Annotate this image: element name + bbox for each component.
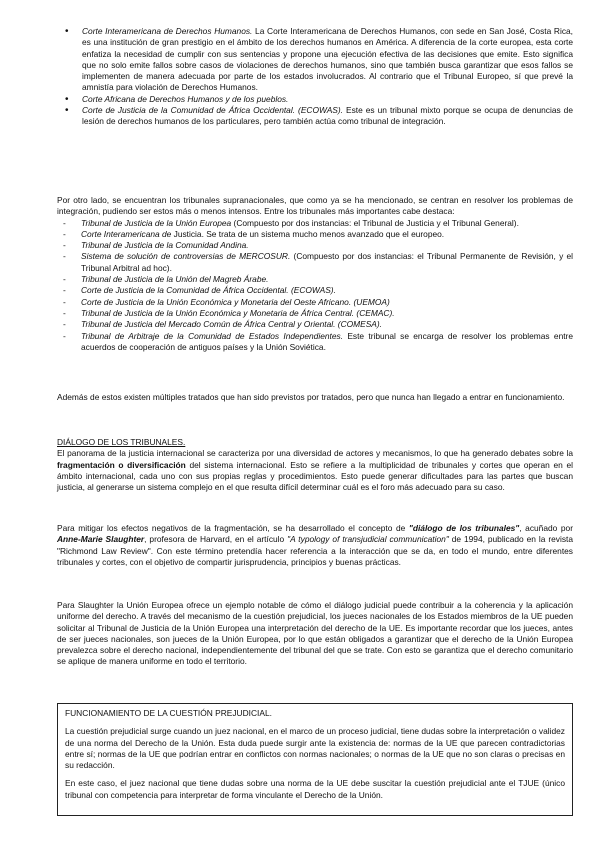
- dialogo-section: [57, 437, 573, 493]
- box-title: FUNCIONAMIENTO DE LA CUESTIÓN PREJUDICIAL.: [65, 708, 272, 718]
- tribunal-name: Tribunal de Justicia de la Unión Europea: [81, 217, 232, 228]
- prejudicial-box: [57, 703, 573, 816]
- text-run: El panorama de la justicia internacional se caracteriza por una diversidad de actores y mecanismos, lo que ha generado debates sobre la: [57, 448, 573, 459]
- court-name: Corte de Justicia de la Comunidad de África Occidental. (ECOWAS).: [82, 105, 344, 116]
- tribunal-name: Sistema de solución de controversias de MERCOSUR.: [81, 251, 291, 262]
- dialogo-concept-block: [57, 523, 573, 568]
- text-run: Para mitigar los efectos negativos de la fragmentación, se ha desarrollado el concepto de: [57, 523, 409, 533]
- tribunal-description: (Compuesto por dos instancias: el Tribunal Permanente de Revisión, y el Tribunal Arbitral ad hoc).: [81, 251, 574, 273]
- list-item: [57, 218, 573, 229]
- paragraph-slaughter: Para Slaughter la Unión Europea ofrece un ejemplo notable de cómo el diálogo judicial puede contribuir a la coherencia y la aplicación uniforme del derecho. A través del mecanismo de la cuestión prejudicial, los jueces nacionales de los Estados miembros de la UE pueden solicitar al Tribunal de Justicia de la Unión Europea una interpretación del derecho de la UE. Es importante recordar que los jueces, antes de ser jueces nacionales, son jueces de la Unión Europea, por lo que están obligados a garantizar que el derecho de la Unión Europea prevalezca sobre el derecho nacional, independientemente del tribunal del que se trate. Con esto se garantiza que el derecho comunitario se aplique de manera uniforme en todo el territorio.: [57, 600, 573, 667]
- list-item: [57, 319, 573, 330]
- section-heading: DIÁLOGO DE LOS TRIBUNALES.: [57, 437, 186, 447]
- court-name: Corte Africana de Derechos Humanos y de los pueblos.: [82, 93, 289, 104]
- tribunal-description: Este tribunal se encarga de resolver los problemas entre acuerdos de cooperación de antiguos países y la Unión Soviética.: [81, 330, 574, 352]
- tribunal-name: Tribunal de Justicia de la Unión Económica y Monetaria de África Central. (CEMAC).: [81, 307, 395, 318]
- box-paragraph: La cuestión prejudicial surge cuando un juez nacional, en el marco de un proceso judicial, tiene dudas sobre la interpretación o validez de una norma del Derecho de la Unión. Esta duda puede surgir ante la existencia de: normas de la UE que parecen contradictorias entre sí; normas de la UE que podrían entrar en conflictos con normas nacionales; o normas de la UE que no son claras o precisas en su redacción.: [65, 726, 565, 771]
- tribunal-name: Tribunal de Justicia de la Unión del Magreb Árabe.: [81, 274, 269, 285]
- text-run: de 1994, publicado en la revista "Richmond Law Review". Con este término pretendía hacer referencia a la interacción que se da, en todo el mundo, entre diferentes tribunales y cortes, con el objetivo de compartir jurisprudencia, principios y buenas prácticas.: [57, 534, 574, 567]
- list-item: [57, 308, 573, 319]
- human-rights-courts-section: [57, 26, 573, 128]
- tribunal-name: Tribunal de Arbitraje de la Comunidad de Estados Independientes.: [81, 330, 344, 341]
- list-item: [57, 285, 573, 296]
- supranational-outro-block: [57, 392, 573, 403]
- court-name: Corte Interamericana de Derechos Humanos.: [82, 26, 253, 36]
- list-item: [57, 331, 573, 354]
- slaughter-block: [57, 600, 573, 668]
- concept-term: "diálogo de los tribunales": [408, 523, 520, 533]
- list-item: [57, 105, 573, 128]
- tribunal-name: Tribunal de Justicia del Mercado Común de África Central y Oriental. (COMESA).: [81, 319, 382, 330]
- supranational-section: [57, 195, 573, 353]
- text-run: , acuñado por: [519, 523, 574, 533]
- list-item: [57, 240, 573, 251]
- text-run: del sistema internacional. Esto se refiere a la multiplicidad de tribunales y cortes que operan en el ámbito internacional, cada uno con sus propias reglas y procedimientos. Esto puede generar dificultades para las partes que buscan justicia, al generarse un sistema complejo en el que resulta difícil determinar cuál es el foro más adecuado para su caso.: [57, 459, 573, 493]
- tribunal-description: (Compuesto por dos instancias: el Tribunal de Justicia y el Tribunal General).: [231, 217, 519, 228]
- tribunal-name: Tribunal de Justicia de la Comunidad Andina.: [81, 240, 249, 251]
- paragraph-fragmentation: [57, 448, 573, 493]
- box-paragraph: En este caso, el juez nacional que tiene dudas sobre una norma de la UE debe suscitar la cuestión prejudicial ante el TJUE (único tribunal con competencia para interpretar de forma vinculante el Derecho de la Unión.: [65, 778, 565, 800]
- paragraph-concept: [57, 523, 573, 568]
- tribunal-name: Corte de Justicia de la Comunidad de África Occidental. (ECOWAS).: [81, 285, 336, 296]
- tribunal-description: Justicia. Se trata de un sistema mucho menos avanzado que el europeo.: [171, 228, 445, 239]
- author-name: Anne-Marie Slaughter: [57, 534, 145, 545]
- list-item: [57, 297, 573, 308]
- tribunal-name: Corte Interamericana de: [81, 228, 172, 239]
- article-title: "A typology of transjudicial communication": [287, 534, 449, 545]
- list-item: [57, 26, 573, 94]
- list-item: [57, 229, 573, 240]
- supranational-intro: Por otro lado, se encuentran los tribunales supranacionales, que como ya se ha mencionado, se centran en resolver los problemas de integración, pudiendo ser estos más o menos intensos. Entre los tribunales más importantes cabe destaca:: [57, 195, 573, 217]
- court-description: La Corte Interamericana de Derechos Humanos, con sede en San José, Costa Rica, es una institución de gran prestigio en el ámbito de los derechos humanos en América. A diferencia de la corte europea, esta corte enfatiza la necesidad de cumplir con sus sentencias y propone una ejecución efectiva de las decisiones que emite. Esto significa que no solo emite fallos sobre casos de violaciones de derechos humanos, sino que también busca garantizar que esos fallos se implementen de manera adecuada por parte de los estados involucrados. Al contrario que el Tribunal Europeo, sí que prevé la amnistía para violación de Derechos Humanos.: [82, 26, 573, 93]
- bold-term: fragmentación o diversificación: [57, 459, 186, 470]
- bullet-list: [57, 26, 573, 128]
- supranational-outro: Además de estos existen múltiples tratados que han sido previstos por tratados, pero que nunca han llegado a entrar en funcionamiento.: [57, 392, 565, 402]
- list-item: [57, 251, 573, 274]
- list-item: [57, 274, 573, 285]
- supranational-list: [57, 218, 573, 354]
- list-item: [57, 94, 573, 105]
- court-description: Este es un tribunal mixto porque se ocupa de denuncias de lesión de derechos humanos de los particulares, pero también actúa como tribunal de integración.: [82, 105, 573, 127]
- text-run: , profesora de Harvard, en el artículo: [144, 534, 288, 545]
- tribunal-name: Corte de Justicia de la Unión Económica y Monetaria del Oeste Africano. (UEMOA): [81, 296, 390, 307]
